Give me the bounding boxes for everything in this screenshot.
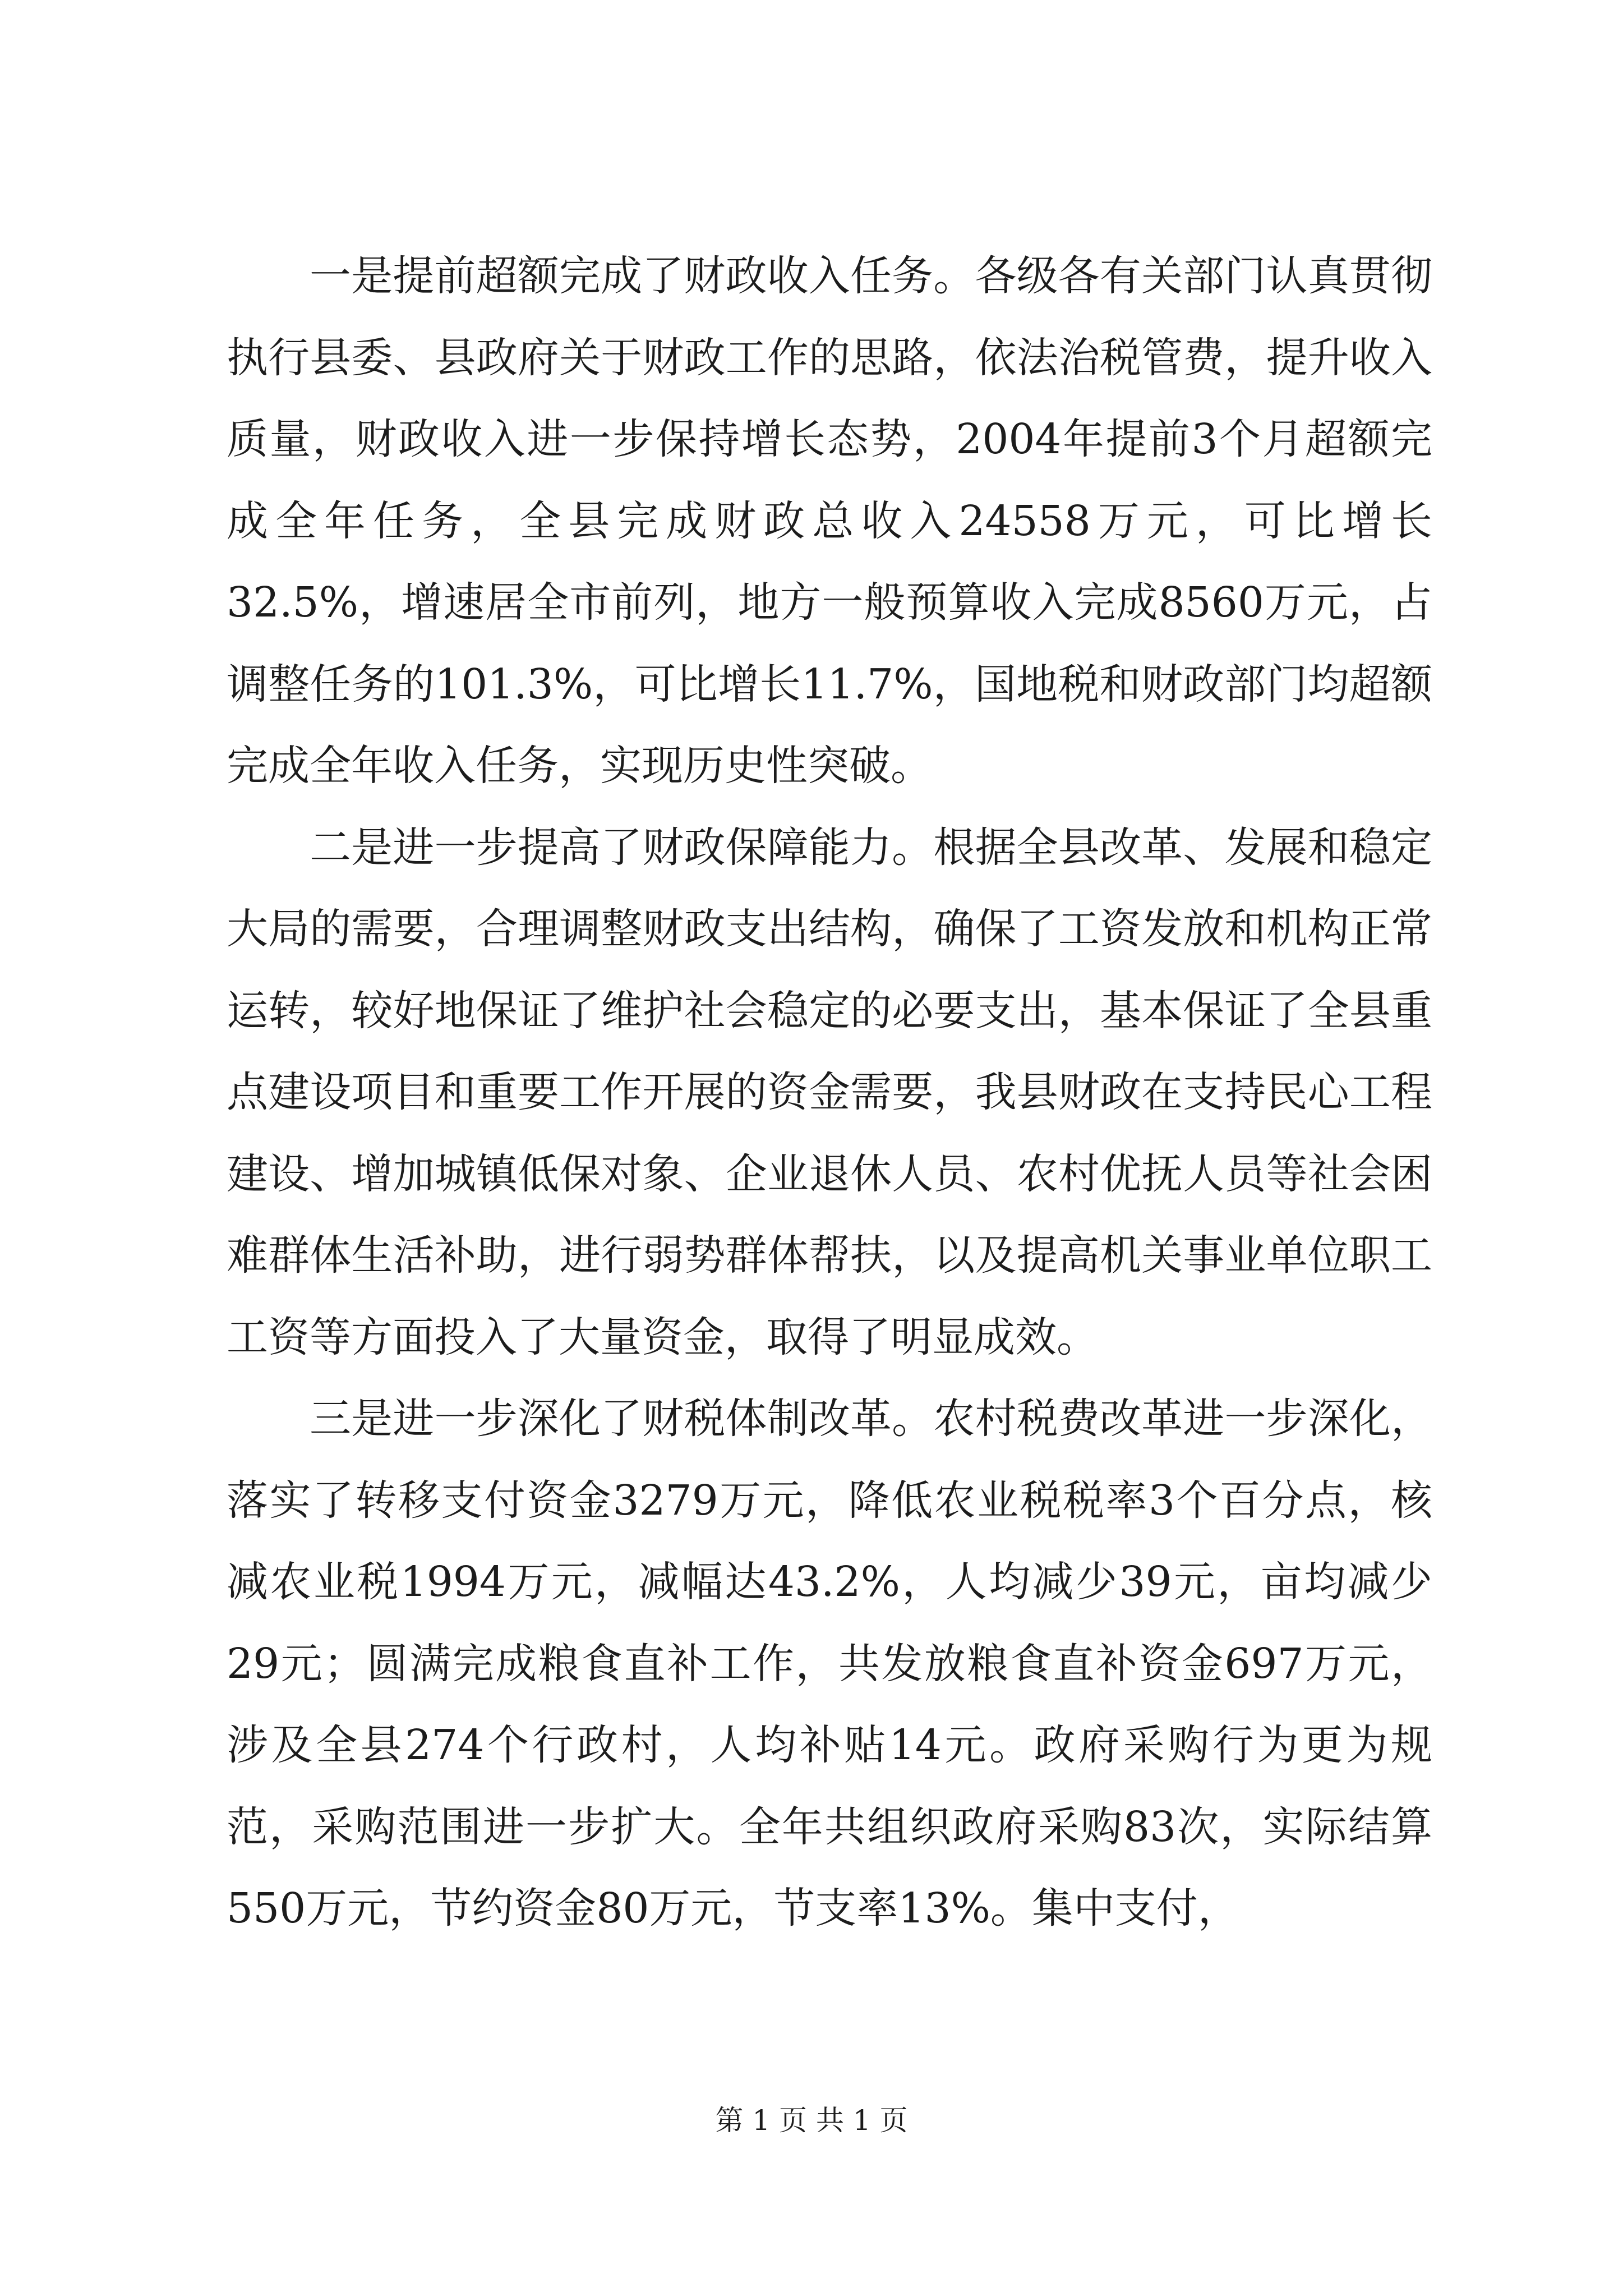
paragraph-tax-reform: 三是进一步深化了财税体制改革。农村税费改革进一步深化，落实了转移支付资金3279万元，降低农业税税率3个百分点，核减农业税1994万元，减幅达43.2%，人均减少39元，亩均减少29元；圆满完成粮食直补工作，共发放粮食直补资金697万元，涉及全县274个行政村，人均补贴14元。政府采购行为更为规范，采购范围进一步扩大。全年共组织政府采购83次，实际结算550万元，节约资金80万元，节支率13%。集中支付， [227,1395,1432,1932]
page-footer: 第 1 页 共 1 页 [715,2104,908,2137]
paragraph-fiscal-support: 二是进一步提高了财政保障能力。根据全县改革、发展和稳定大局的需要，合理调整财政支出结构，确保了工资发放和机构正常运转，较好地保证了维护社会稳定的必要支出，基本保证了全县重点建设项目和重要工作开展的资金需要，我县财政在支持民心工程建设、增加城镇低保对象、企业退休人员、农村优抚人员等社会困难群体生活补助，进行弱势群体帮扶，以及提高机关事业单位职工工资等方面投入了大量资金，取得了明显成效。 [227,823,1432,1361]
document-body [227,236,1432,1950]
paragraph-revenue: 一是提前超额完成了财政收入任务。各级各有关部门认真贯彻执行县委、县政府关于财政工作的思路，依法治税管费，提升收入质量，财政收入进一步保持增长态势，2004年提前3个月超额完成全年任务，全县完成财政总收入24558万元，可比增长32.5%，增速居全市前列，地方一般预算收入完成8560万元，占调整任务的101.3%，可比增长11.7%，国地税和财政部门均超额完成全年收入任务，实现历史性突破。 [227,252,1432,790]
